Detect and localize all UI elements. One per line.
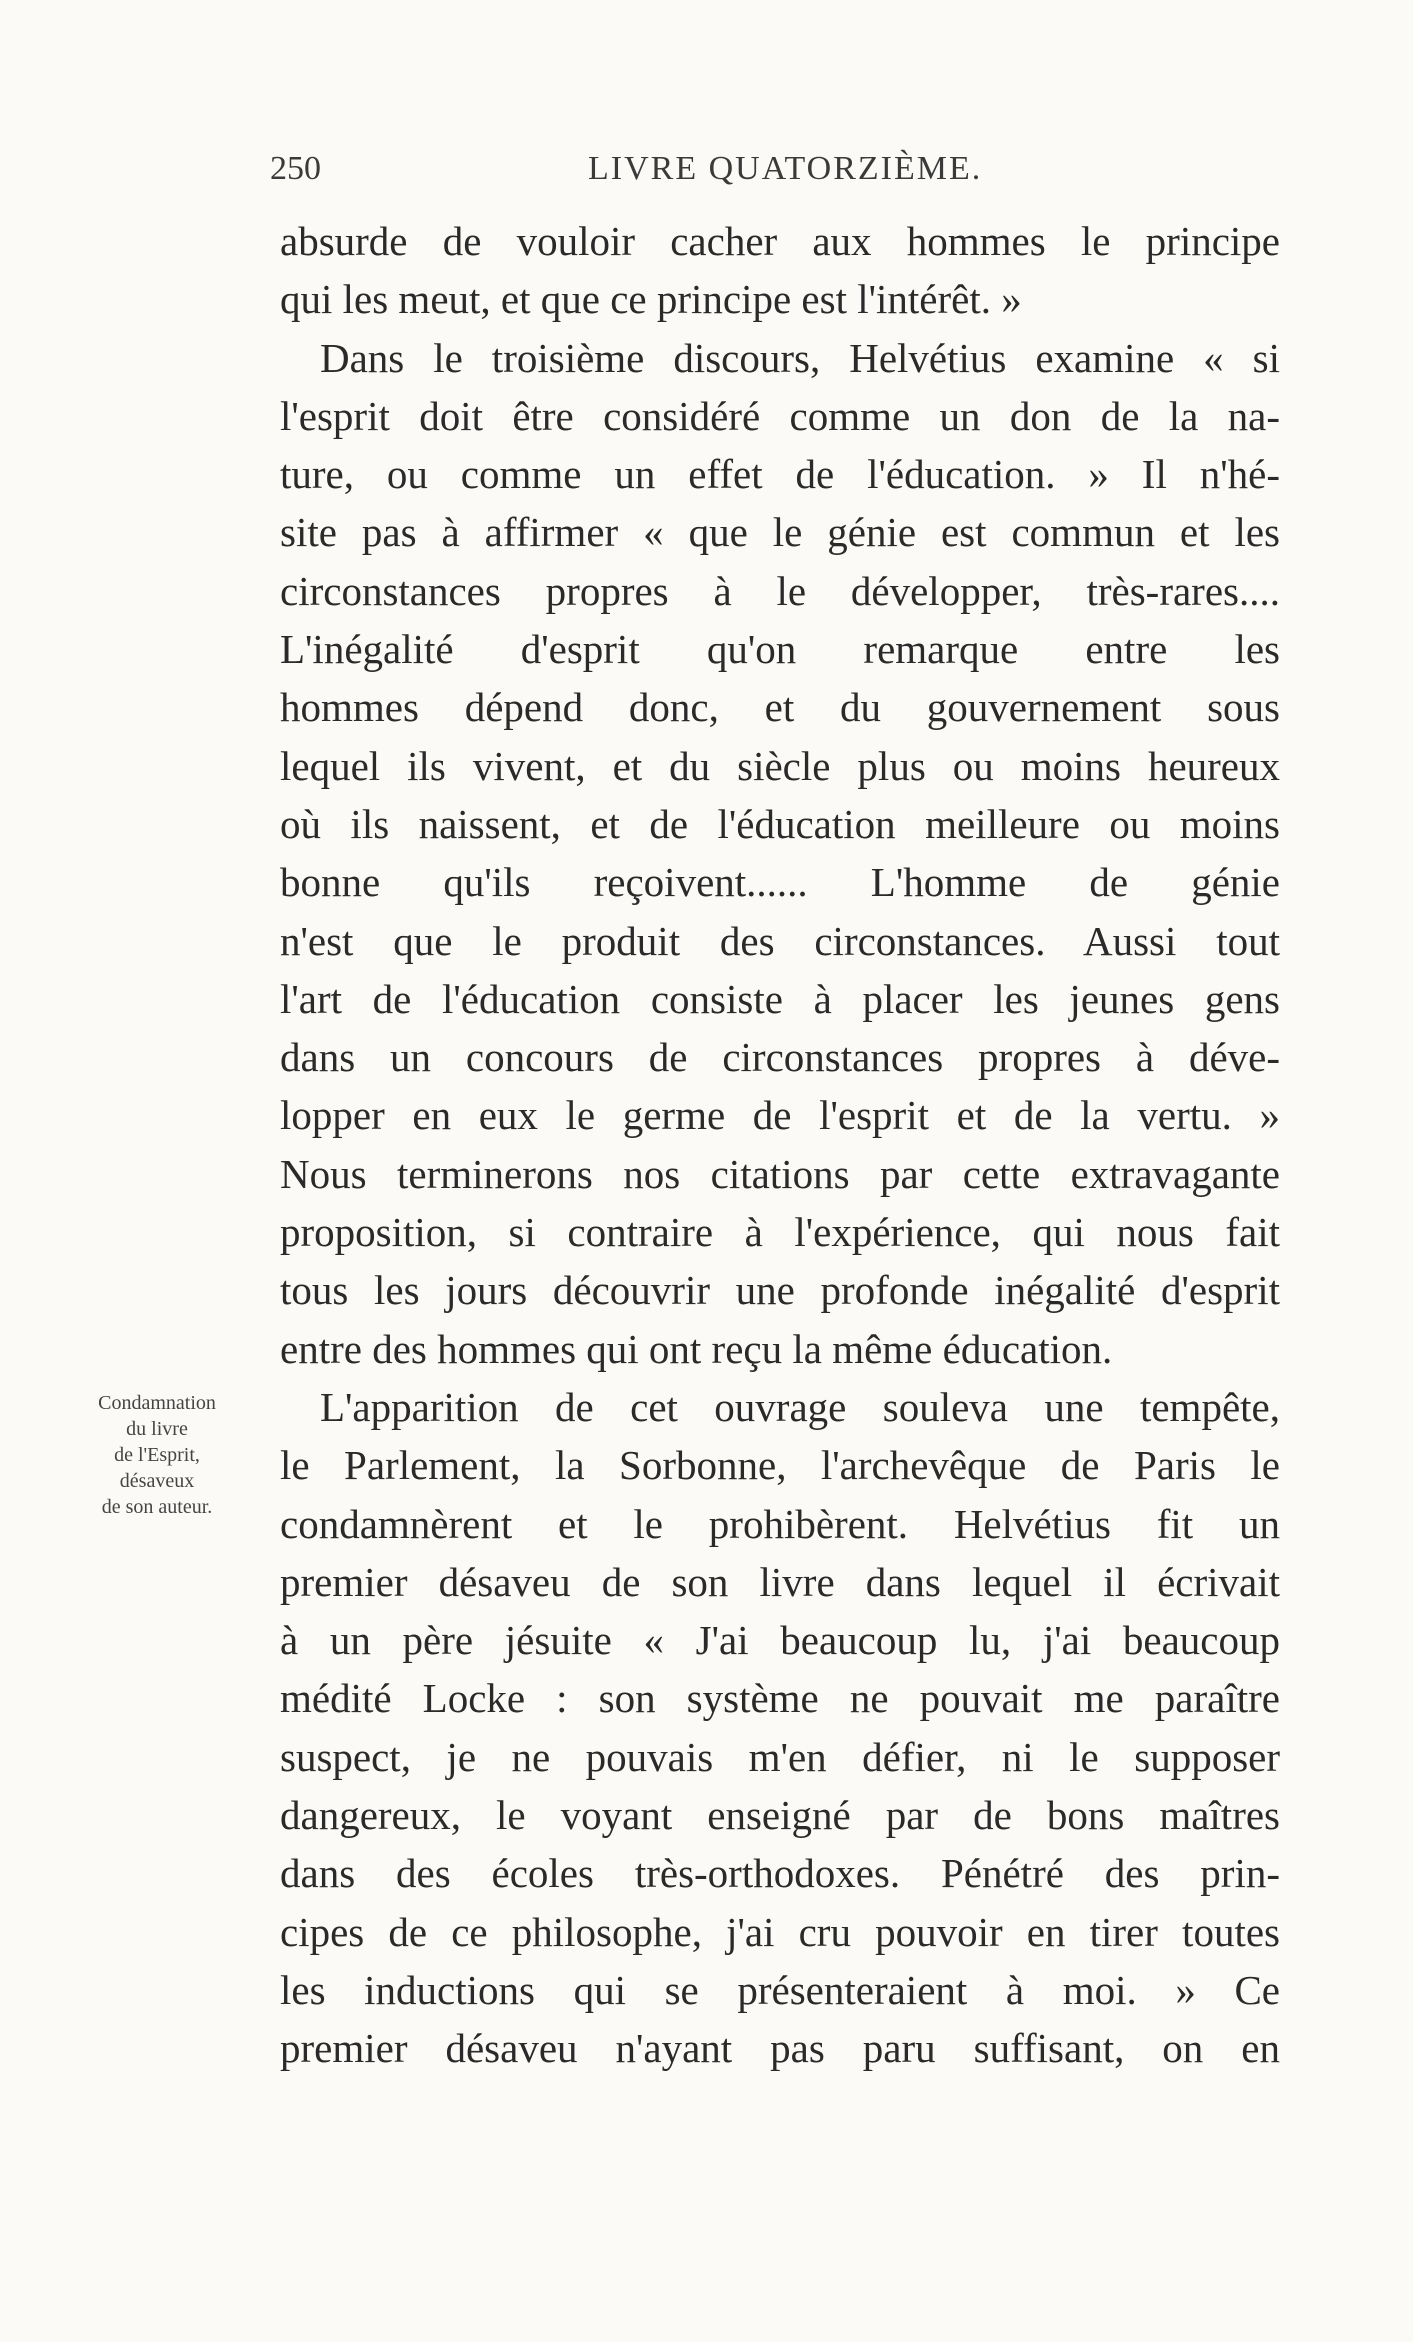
text-line: premier désaveu de son livre dans lequel il écrivait	[280, 1558, 1280, 1605]
margin-note-line: de son auteur.	[101, 1496, 213, 1518]
body-text	[280, 212, 1280, 2078]
text-line: proposition, si contraire à l'expérience, qui nous fait	[280, 1209, 1280, 1256]
text-line: ture, ou comme un effet de l'éducation. » Il n'hé-	[280, 451, 1280, 498]
text-line: bonne qu'ils reçoivent...... L'homme de génie	[280, 859, 1280, 906]
text-line: à un père jésuite « J'ai beaucoup lu, j'ai beaucoup	[280, 1617, 1280, 1664]
text-line: le Parlement, la Sorbonne, l'archevêque de Paris le	[280, 1442, 1280, 1489]
margin-note-line: de l'Esprit,	[114, 1444, 200, 1466]
running-title: LIVRE QUATORZIÈME.	[588, 150, 983, 187]
text-line: circonstances propres à le développer, très-rares....	[280, 567, 1280, 614]
text-line: cipes de ce philosophe, j'ai cru pouvoir en tirer toutes	[280, 1908, 1280, 1955]
text-line: hommes dépend donc, et du gouvernement sous	[280, 684, 1280, 731]
text-line: dans des écoles très-orthodoxes. Pénétré des prin-	[280, 1850, 1280, 1897]
text-line: L'apparition de cet ouvrage souleva une tempête,	[320, 1383, 1280, 1430]
text-line: l'esprit doit être considéré comme un don de la na-	[280, 392, 1280, 439]
text-line: lequel ils vivent, et du siècle plus ou moins heureux	[280, 742, 1280, 789]
page-number: 250	[270, 150, 321, 187]
text-line: entre des hommes qui ont reçu la même éducation.	[280, 1325, 1113, 1372]
text-line: dans un concours de circonstances propres à déve-	[280, 1034, 1280, 1081]
text-line: où ils naissent, et de l'éducation meilleure ou moins	[280, 800, 1280, 847]
text-line: médité Locke : son système ne pouvait me paraître	[280, 1675, 1280, 1722]
text-line: L'inégalité d'esprit qu'on remarque entre les	[280, 626, 1280, 673]
text-line: Dans le troisième discours, Helvétius examine « si	[320, 334, 1280, 381]
text-line: les inductions qui se présenteraient à moi. » Ce	[280, 1966, 1280, 2013]
text-line: n'est que le produit des circonstances. Aussi tout	[280, 917, 1280, 964]
margin-note	[42, 1390, 272, 1520]
text-line: lopper en eux le germe de l'esprit et de la vertu. »	[280, 1092, 1280, 1139]
text-line: l'art de l'éducation consiste à placer les jeunes gens	[280, 975, 1280, 1022]
margin-note-line: désaveux	[119, 1470, 195, 1492]
text-line: condamnèrent et le prohibèrent. Helvétius fit un	[280, 1500, 1280, 1547]
text-line: qui les meut, et que ce principe est l'intérêt. »	[280, 276, 1022, 323]
text-line: suspect, je ne pouvais m'en défier, ni le supposer	[280, 1733, 1280, 1780]
text-line: tous les jours découvrir une profonde inégalité d'esprit	[280, 1267, 1280, 1314]
text-line: site pas à affirmer « que le génie est commun et les	[280, 509, 1280, 556]
page-header	[270, 150, 1280, 200]
margin-note-line: Condamnation	[98, 1392, 216, 1414]
text-line: dangereux, le voyant enseigné par de bons maîtres	[280, 1792, 1280, 1839]
text-line: absurde de vouloir cacher aux hommes le principe	[280, 218, 1280, 264]
text-line: Nous terminerons nos citations par cette extravagante	[280, 1150, 1280, 1197]
text-line: premier désaveu n'ayant pas paru suffisant, on en	[280, 2025, 1280, 2072]
margin-note-line: du livre	[126, 1418, 188, 1440]
